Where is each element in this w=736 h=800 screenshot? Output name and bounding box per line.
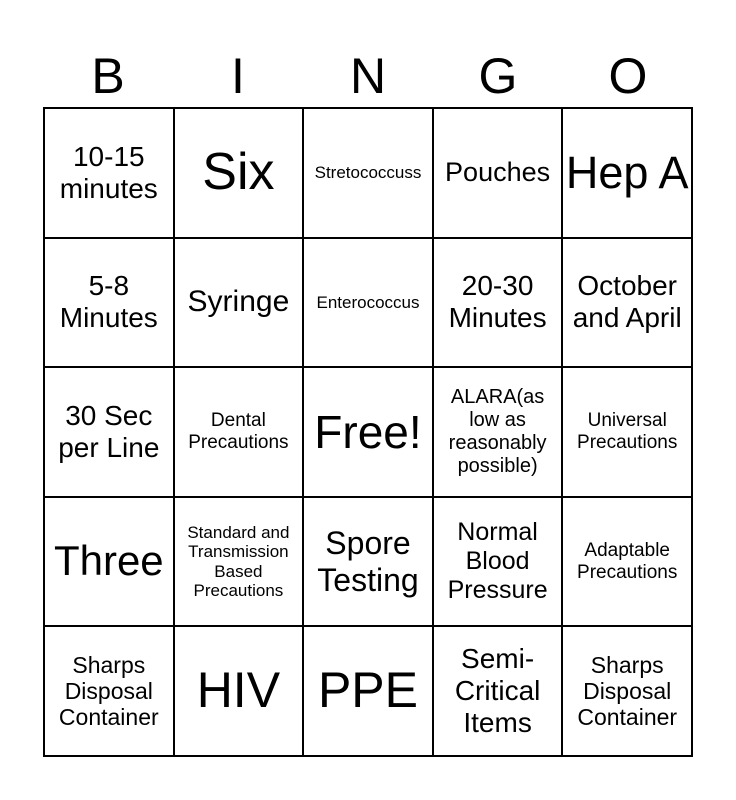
cell-label: Free! <box>314 405 422 458</box>
bingo-cell[interactable] <box>303 626 433 756</box>
bingo-cell[interactable] <box>433 626 563 756</box>
bingo-cell[interactable] <box>562 626 692 756</box>
bingo-cell[interactable] <box>44 497 174 627</box>
cell-label: Dental Precautions <box>188 410 289 453</box>
header-letter-n: N <box>349 48 387 104</box>
cell-label: PPE <box>317 662 419 719</box>
cell-label: HIV <box>196 662 281 719</box>
bingo-cell[interactable] <box>433 497 563 627</box>
bingo-cell[interactable] <box>174 108 304 238</box>
header-letter-i: I <box>231 48 245 104</box>
bingo-cell[interactable] <box>174 367 304 497</box>
cell-label: Sharps Disposal Container <box>58 651 159 731</box>
cell-label: Enterococcus <box>316 292 420 312</box>
bingo-cell[interactable] <box>562 497 692 627</box>
cell-label: Stretococcuss <box>314 163 422 183</box>
cell-label: 10-15 minutes <box>59 140 158 204</box>
cell-label: Universal Precautions <box>577 410 678 453</box>
header-letter-o: O <box>608 48 648 104</box>
bingo-cell[interactable] <box>433 108 563 238</box>
bingo-cell[interactable] <box>44 367 174 497</box>
bingo-cell[interactable] <box>44 238 174 368</box>
cell-label: ALARA(as low as reasonably possible) <box>448 385 547 477</box>
cell-label: Adaptable Precautions <box>577 539 678 583</box>
cell-label: 30 Sec per Line <box>58 399 160 463</box>
bingo-cell[interactable] <box>433 367 563 497</box>
bingo-board <box>43 107 693 757</box>
cell-label: October and April <box>572 270 682 334</box>
bingo-cell[interactable] <box>174 626 304 756</box>
free-space-cell[interactable] <box>303 367 433 497</box>
cell-label: Standard and Transmission Based Precautions <box>187 522 290 601</box>
cell-label: Spore Testing <box>317 524 419 598</box>
cell-label: 5-8 Minutes <box>59 270 158 334</box>
bingo-cell[interactable] <box>562 367 692 497</box>
bingo-cell[interactable] <box>433 238 563 368</box>
bingo-cell[interactable] <box>562 238 692 368</box>
cell-label: Hep A <box>565 146 689 198</box>
bingo-header <box>43 44 693 108</box>
bingo-cell[interactable] <box>303 108 433 238</box>
cell-label: Semi-Critical Items <box>454 642 541 739</box>
bingo-cell[interactable] <box>303 497 433 627</box>
cell-label: Syringe <box>187 285 290 319</box>
bingo-cell[interactable] <box>44 626 174 756</box>
cell-label: Sharps Disposal Container <box>577 651 678 731</box>
bingo-cell[interactable] <box>562 108 692 238</box>
header-letter-g: G <box>478 48 518 104</box>
bingo-cell[interactable] <box>303 238 433 368</box>
bingo-cell[interactable] <box>174 238 304 368</box>
bingo-cell[interactable] <box>174 497 304 627</box>
cell-label: Six <box>202 142 275 201</box>
cell-label: Pouches <box>445 157 551 188</box>
cell-label: 20-30 Minutes <box>448 270 547 334</box>
cell-label: Normal Blood Pressure <box>447 518 548 604</box>
header-letter-b: B <box>91 48 125 104</box>
cell-label: Three <box>53 537 164 585</box>
bingo-cell[interactable] <box>44 108 174 238</box>
